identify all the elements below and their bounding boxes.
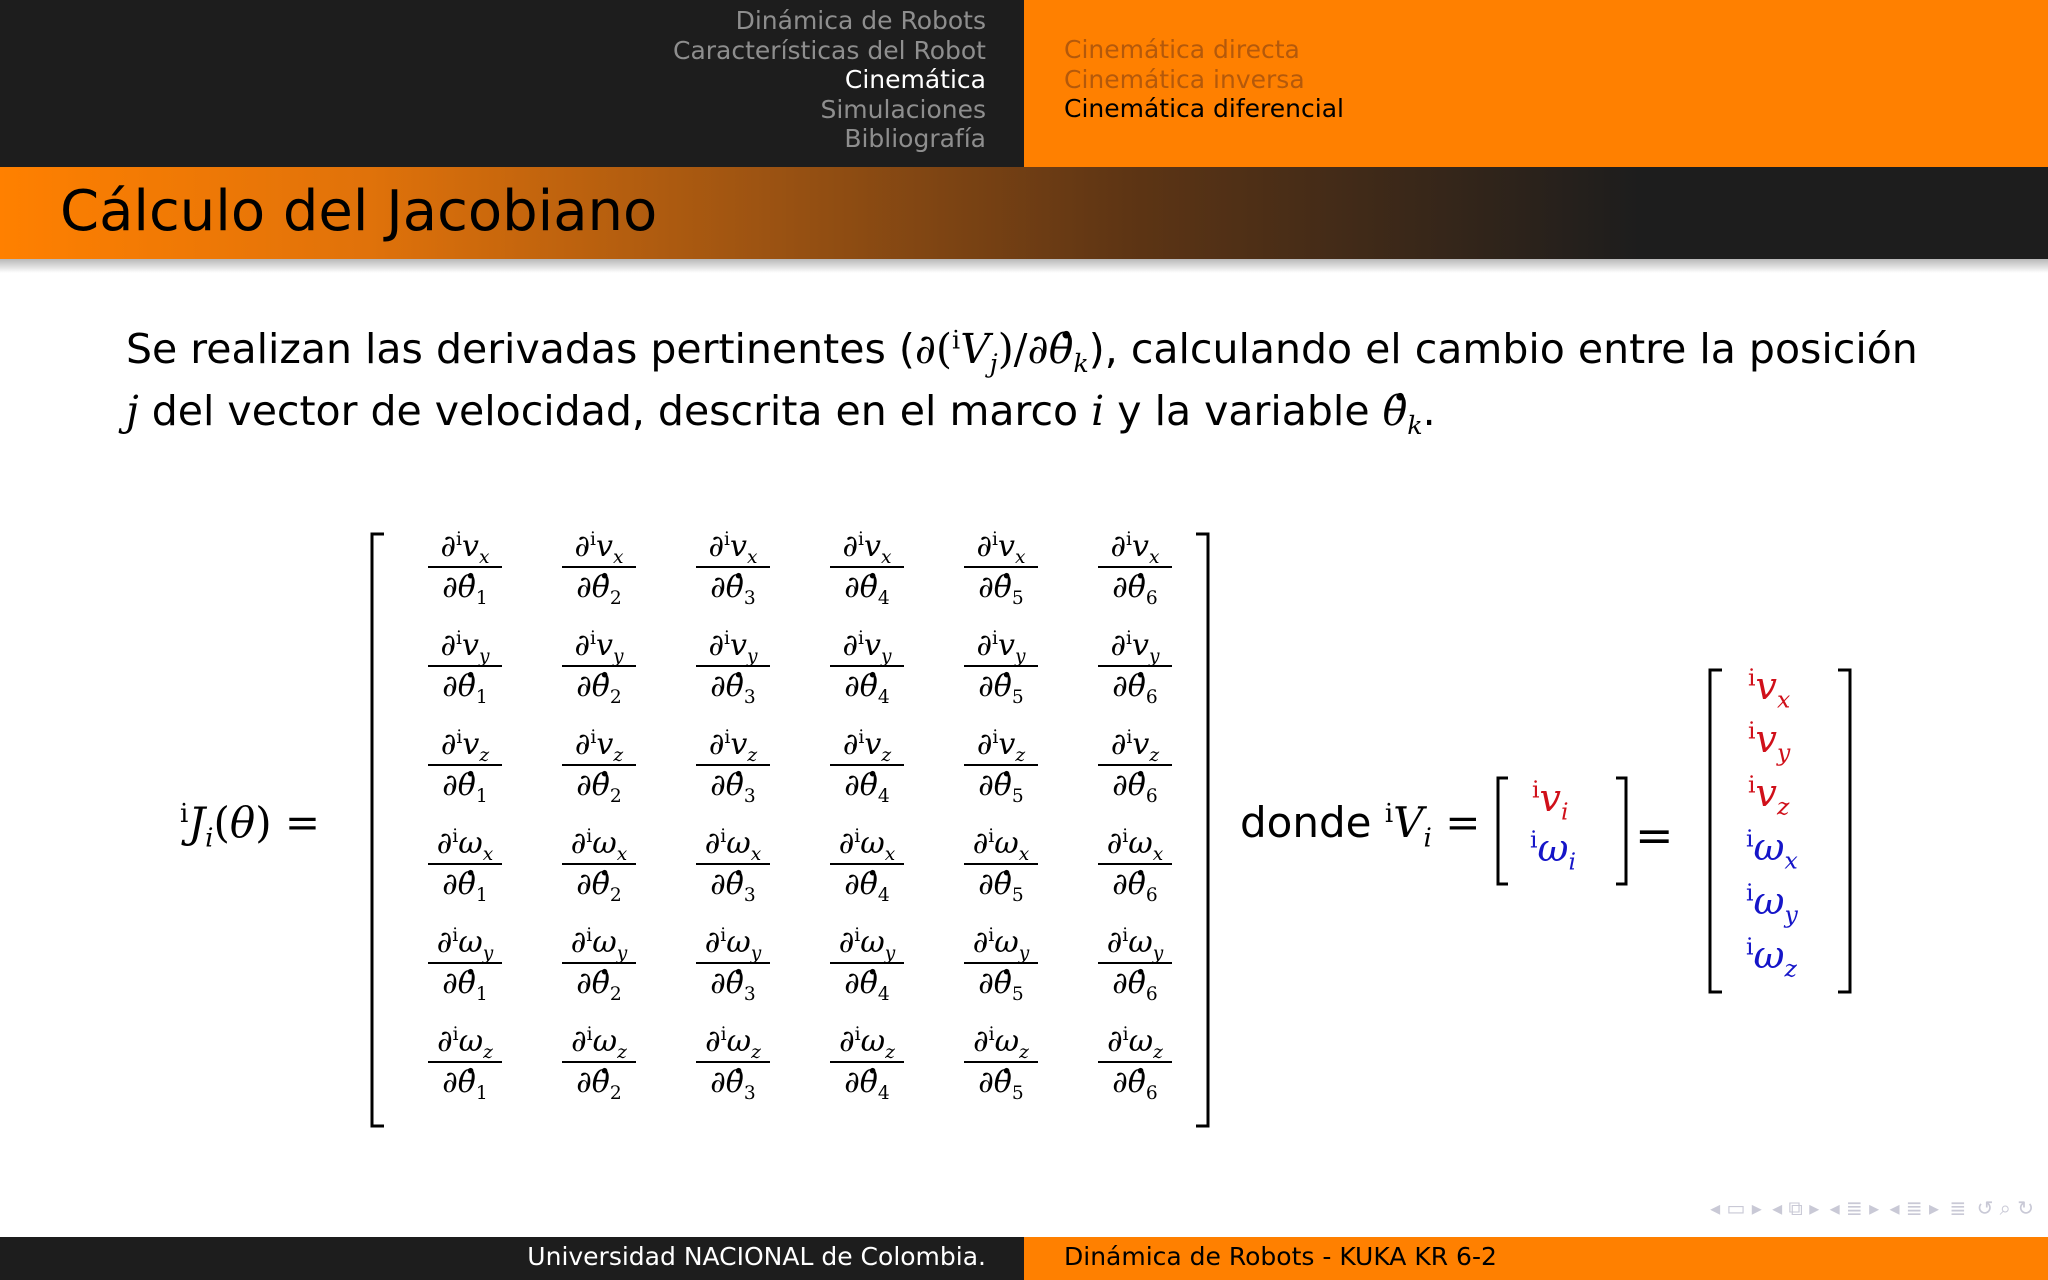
- jacobian-matrix: [398, 525, 1202, 1119]
- jacobian-entry: $\frac{\partial^iv_y}{\partial. \theta_4}$: [800, 624, 934, 704]
- component-left-bracket: [1706, 668, 1726, 994]
- jacobian-entry: $\frac{\partial^i\omega_x}{\partial. \theta_1}$: [398, 822, 532, 902]
- intro-text-4: y la variable: [1104, 387, 1383, 435]
- equals-sign: =: [1635, 808, 1674, 862]
- jacobian-row: [398, 822, 1202, 921]
- nav-frame-icon[interactable]: ◂ ▭ ▸: [1710, 1196, 1762, 1220]
- jacobian-entry: $\frac{\partial^i\omega_x}{\partial. \theta_4}$: [800, 822, 934, 902]
- jacobian-entry: $\frac{\partial^iv_x}{\partial. \theta_2}$: [532, 525, 666, 605]
- jacobian-entry: $\frac{\partial^i\omega_z}{\partial. \theta_4}$: [800, 1020, 934, 1100]
- jacobian-entry: $\frac{\partial^i\omega_x}{\partial. \theta_5}$: [934, 822, 1068, 902]
- jacobian-row: [398, 525, 1202, 624]
- jacobian-entry: $\frac{\partial^i\omega_x}{\partial. \theta_2}$: [532, 822, 666, 902]
- intro-formula-derivative: $\partial(^iV_j)/\partial$. $\theta_k$: [915, 325, 1089, 373]
- component-right-bracket: [1834, 668, 1854, 994]
- intro-var-thetadot-k: . $\theta_k$: [1383, 387, 1423, 435]
- jacobian-entry: $\frac{\partial^i\omega_z}{\partial. \theta_3}$: [666, 1020, 800, 1100]
- nav-subsection-inversa[interactable]: Cinemática inversa: [1064, 64, 1305, 94]
- intro-var-j: j: [126, 387, 139, 435]
- velocity-right-bracket: [1612, 776, 1630, 886]
- jacobian-entry: $\frac{\partial^i\omega_x}{\partial. \theta_6}$: [1068, 822, 1202, 902]
- component-vz: $^iv_z$: [1748, 770, 1790, 821]
- intro-text-2: ), calculando el cambio entre la posición: [1088, 325, 1918, 373]
- jacobian-entry: $\frac{\partial^iv_y}{\partial. \theta_5}$: [934, 624, 1068, 704]
- footer-right: [1024, 1237, 2048, 1280]
- nav-subsection-directa[interactable]: Cinemática directa: [1064, 35, 1300, 64]
- jacobian-entry: $\frac{\partial^iv_y}{\partial. \theta_6}$: [1068, 624, 1202, 704]
- jacobian-entry: $\frac{\partial^iv_x}{\partial. \theta_1}$: [398, 525, 532, 605]
- jacobian-entry: $\frac{\partial^iv_z}{\partial. \theta_4}$: [800, 723, 934, 803]
- jacobian-row: [398, 624, 1202, 723]
- jacobian-entry: $\frac{\partial^iv_x}{\partial. \theta_3}$: [666, 525, 800, 605]
- nav-section-dinamica[interactable]: Dinámica de Robots: [735, 6, 986, 35]
- nav-search-icon[interactable]: ↺ ⌕ ↻: [1976, 1196, 2034, 1220]
- jacobian-entry: $\frac{\partial^iv_x}{\partial. \theta_4}$: [800, 525, 934, 605]
- intro-text-3: del vector de velocidad, descrita en el marco: [138, 387, 1092, 435]
- angular-velocity-term: $^i\omega_i$: [1530, 825, 1577, 876]
- nav-subsection-icon[interactable]: ◂ ⧉ ▸: [1772, 1196, 1820, 1220]
- jacobian-entry: $\frac{\partial^i\omega_z}{\partial. \theta_5}$: [934, 1020, 1068, 1100]
- nav-subsection-diferencial[interactable]: Cinemática diferencial: [1064, 94, 1344, 123]
- jacobian-row: [398, 921, 1202, 1020]
- jacobian-entry: $\frac{\partial^iv_y}{\partial. \theta_2}$: [532, 624, 666, 704]
- intro-text-1: Se realizan las derivadas pertinentes (: [126, 325, 915, 373]
- intro-paragraph: [126, 318, 1926, 442]
- jacobian-row: [398, 1020, 1202, 1119]
- footer-institution: Universidad NACIONAL de Colombia.: [527, 1242, 986, 1271]
- title-shadow: [0, 259, 2048, 273]
- frame-title: Cálculo del Jacobiano: [60, 179, 658, 244]
- header-subsections-panel: [1024, 0, 2048, 167]
- frame-title-bar: [0, 167, 2048, 259]
- jacobian-entry: $\frac{\partial^iv_z}{\partial. \theta_3}$: [666, 723, 800, 803]
- nav-section-simulaciones[interactable]: Simulaciones: [820, 94, 986, 124]
- jacobian-entry: $\frac{\partial^i\omega_z}{\partial. \theta_2}$: [532, 1020, 666, 1100]
- jacobian-entry: $\frac{\partial^i\omega_z}{\partial. \theta_1}$: [398, 1020, 532, 1100]
- nav-presentation-icon[interactable]: ◂ ≣ ▸: [1889, 1196, 1940, 1220]
- velocity-symbol: $^iV_i$ =: [1384, 798, 1481, 854]
- subsection-nav: [1064, 35, 1344, 124]
- beamer-navigation: [1708, 1196, 2036, 1230]
- nav-appendix-icon[interactable]: ≣: [1949, 1196, 1967, 1220]
- jacobian-entry: $\frac{\partial^iv_z}{\partial. \theta_1}$: [398, 723, 532, 803]
- component-wz: $^i\omega_z$: [1746, 932, 1797, 983]
- jacobian-entry: $\frac{\partial^i\omega_y}{\partial. \theta_3}$: [666, 921, 800, 1001]
- velocity-left-bracket: [1494, 776, 1512, 886]
- footer-talk-title: Dinámica de Robots - KUKA KR 6-2: [1064, 1242, 1497, 1271]
- component-wy: $^i\omega_y$: [1746, 878, 1798, 929]
- jacobian-entry: $\frac{\partial^i\omega_z}{\partial. \theta_6}$: [1068, 1020, 1202, 1100]
- jacobian-entry: $\frac{\partial^iv_z}{\partial. \theta_5}$: [934, 723, 1068, 803]
- header-sections-panel: [0, 0, 1024, 167]
- component-vx: $^iv_x$: [1748, 663, 1791, 714]
- nav-section-bibliografia[interactable]: Bibliografía: [844, 124, 986, 153]
- footer-left: [0, 1237, 1024, 1280]
- nav-section-cinematica[interactable]: Cinemática: [844, 65, 986, 94]
- jacobian-entry: $\frac{\partial^i\omega_y}{\partial. \theta_2}$: [532, 921, 666, 1001]
- donde-label: donde: [1240, 798, 1372, 847]
- linear-velocity-term: $^iv_i$: [1532, 775, 1569, 826]
- jacobian-entry: $\frac{\partial^iv_y}{\partial. \theta_1}$: [398, 624, 532, 704]
- jacobian-entry: $\frac{\partial^i\omega_y}{\partial. \theta_4}$: [800, 921, 934, 1001]
- jacobian-entry: $\frac{\partial^i\omega_y}{\partial. \theta_5}$: [934, 921, 1068, 1001]
- velocity-definition: [1240, 798, 1481, 854]
- intro-var-i: i: [1091, 387, 1105, 435]
- jacobian-entry: $\frac{\partial^iv_y}{\partial. \theta_3}$: [666, 624, 800, 704]
- nav-section-icon[interactable]: ◂ ≣ ▸: [1829, 1196, 1880, 1220]
- jacobian-entry: $\frac{\partial^iv_z}{\partial. \theta_6}$: [1068, 723, 1202, 803]
- component-wx: $^i\omega_x$: [1746, 824, 1798, 875]
- jacobian-entry: $\frac{\partial^i\omega_y}{\partial. \theta_6}$: [1068, 921, 1202, 1001]
- component-vy: $^iv_y$: [1748, 716, 1791, 767]
- jacobian-entry: $\frac{\partial^iv_x}{\partial. \theta_5}$: [934, 525, 1068, 605]
- nav-section-caracteristicas[interactable]: Características del Robot: [673, 35, 986, 65]
- jacobian-row: [398, 723, 1202, 822]
- section-nav: [673, 6, 986, 154]
- jacobian-entry: $\frac{\partial^iv_x}{\partial. \theta_6}$: [1068, 525, 1202, 605]
- intro-text-5: .: [1422, 387, 1436, 435]
- jacobian-lhs: $^iJ_i(\theta)$ =: [180, 798, 321, 854]
- jacobian-entry: $\frac{\partial^i\omega_x}{\partial. \theta_3}$: [666, 822, 800, 902]
- jacobian-entry: $\frac{\partial^iv_z}{\partial. \theta_2}$: [532, 723, 666, 803]
- jacobian-left-bracket: [368, 532, 388, 1128]
- jacobian-entry: $\frac{\partial^i\omega_y}{\partial. \theta_1}$: [398, 921, 532, 1001]
